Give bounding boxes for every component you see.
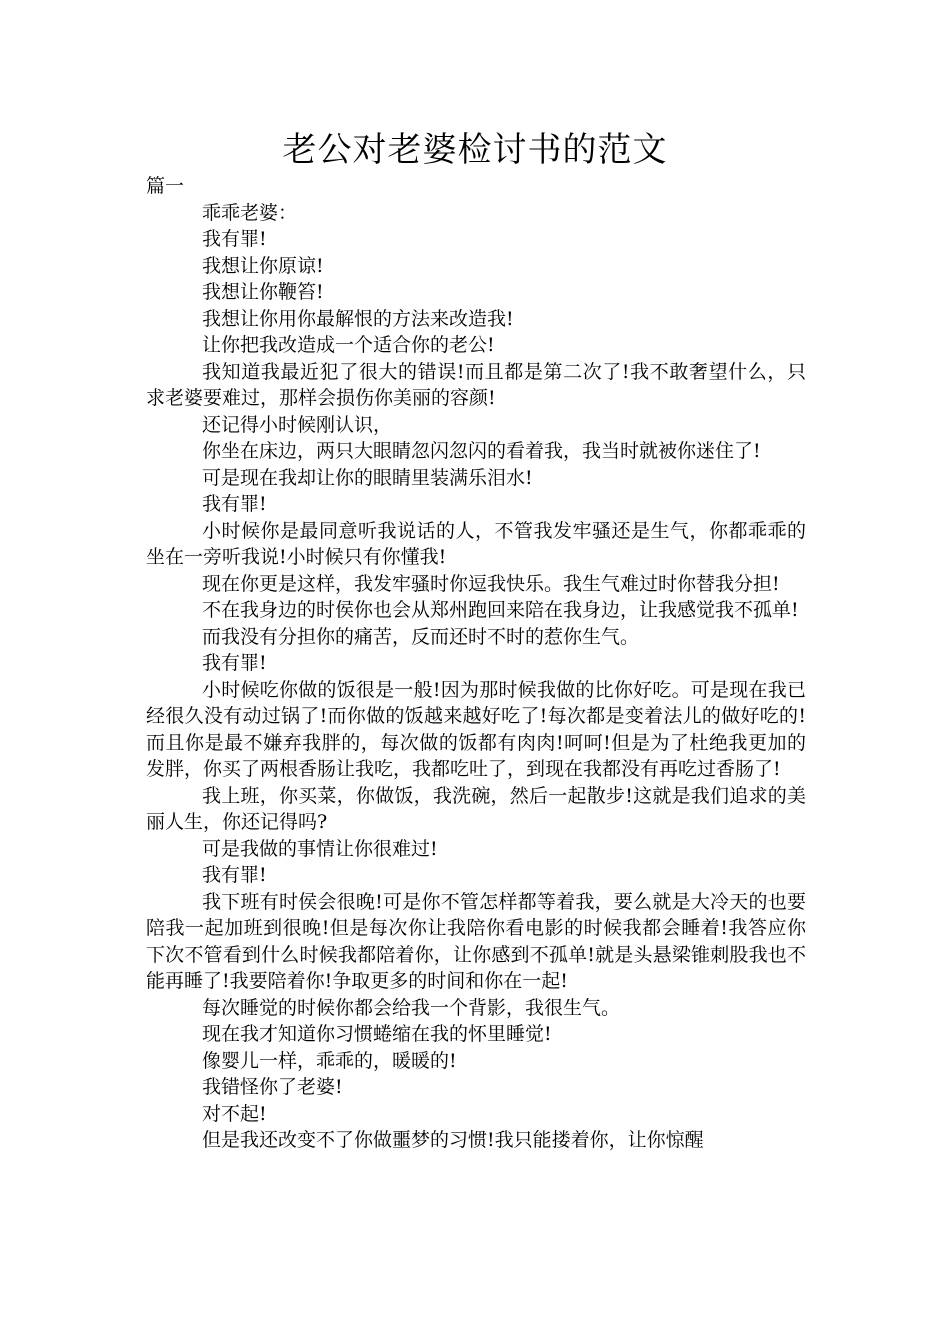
paragraph: 而我没有分担你的痛苦，反而还时不时的惹你生气。 — [202, 625, 640, 648]
paragraph: 现在我才知道你习惯蜷缩在我的怀里睡觉! — [202, 1023, 552, 1045]
paragraph: 现在你更是这样，我发牢骚时你逗我快乐。我生气难过时你替我分担! — [202, 572, 780, 595]
paragraph: 我有罪! — [202, 864, 267, 886]
paragraph: 我有罪! — [202, 652, 267, 674]
paragraph: 让你把我改造成一个适合你的老公! — [202, 334, 495, 356]
paragraph: 但是我还改变不了你做噩梦的习惯!我只能搂着你，让你惊醒 — [202, 1129, 704, 1151]
section-heading: 篇一 — [146, 175, 185, 197]
paragraph: 不在我身边的时侯你也会从郑州跑回来陪在我身边，让我感觉我不孤单! — [202, 599, 799, 621]
paragraph: 我有罪! — [202, 228, 267, 250]
paragraph: 小时候你是最同意听我说话的人，不管我发牢骚还是生气，你都乖乖的坐在一旁听我说!小时候只有你懂我! — [146, 519, 806, 568]
paragraph: 我错怪你了老婆! — [202, 1076, 343, 1098]
paragraph: 可是现在我却让你的眼睛里装满乐泪水! — [202, 466, 533, 489]
paragraph: 像婴儿一样，乖乖的，暖暖的! — [202, 1049, 457, 1072]
paragraph: 我上班，你买菜，你做饭，我洗碗，然后一起散步!这就是我们追求的美丽人生，你还记得吗? — [146, 784, 806, 833]
paragraph: 乖乖老婆： — [202, 201, 298, 224]
paragraph: 我有罪! — [202, 493, 267, 515]
paragraph: 对不起! — [202, 1102, 267, 1125]
document-body — [146, 173, 806, 1154]
paragraph: 还记得小时候刚认识， — [202, 413, 393, 436]
paragraph: 我想让你鞭笞! — [202, 281, 324, 303]
paragraph: 每次睡觉的时候你都会给我一个背影，我很生气。 — [202, 996, 621, 1019]
paragraph: 你坐在床边，两只大眼睛忽闪忽闪的看着我，我当时就被你迷住了! — [202, 440, 761, 462]
paragraph: 我想让你用你最解恨的方法来改造我! — [202, 307, 514, 330]
paragraph: 小时候吃你做的饭很是一般!因为那时候我做的比你好吃。可是现在我已经很久没有动过锅了!而你做的饭越来越好吃了!每次都是变着法儿的做好吃的!而且你是最不嫌弃我胖的，每次做的饭都有肉肉!呵呵!但是为了杜绝我更加的发胖，你买了两根香肠让我吃，我都吃吐了，到现在我都没有再吃过香肠了! — [146, 678, 806, 780]
paragraph: 我知道我最近犯了很大的错误!而且都是第二次了!我不敢奢望什么，只求老婆要难过，那样会损伤你美丽的容颜! — [146, 360, 806, 409]
document-title: 老公对老婆检讨书的范文 — [282, 130, 668, 170]
paragraph: 我下班有时侯会很晚!可是你不管怎样都等着我，要么就是大冷天的也要陪我一起加班到很晚!但是每次你让我陪你看电影的时候我都会睡着!我答应你下次不管看到什么时候我都陪着你，让你感到不孤单!就是头悬梁锥刺股我也不能再睡了!我要陪着你!争取更多的时间和你在一起! — [146, 890, 806, 992]
paragraph: 我想让你原谅! — [202, 254, 324, 277]
paragraph: 可是我做的事情让你很难过! — [202, 837, 438, 860]
